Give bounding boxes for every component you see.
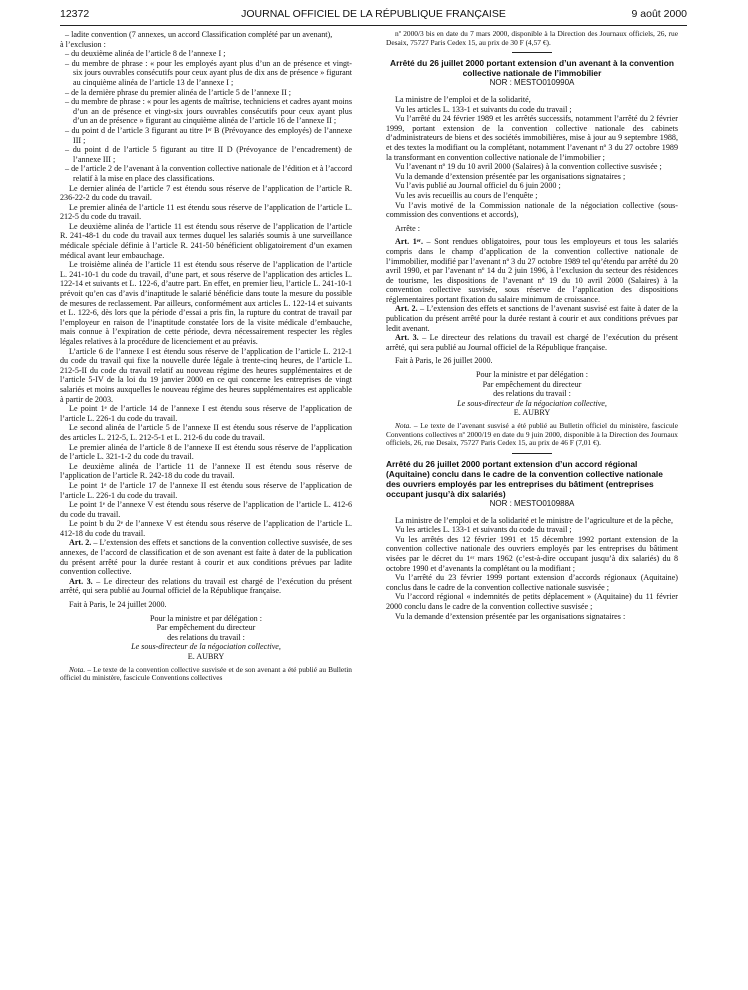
paragraph: Le second alinéa de l’article 5 de l’annexe II est étendu sous réserve de l’application des articles L. 212-5, L. 212-5-1 et L. 212-6 du code du travail. (60, 423, 352, 442)
right-column (386, 30, 678, 985)
journal-title: JOURNAL OFFICIEL DE LA RÉPUBLIQUE FRANÇAISE (241, 8, 506, 20)
article-paragraph (386, 237, 678, 304)
decree-title: Arrêté du 26 juillet 2000 portant extension d’un accord régional (Aquitaine) conclu dans le cadre de la convention collective nationale des ouvriers employés par les entreprises du bâtiment (entreprises occupant jusqu’à dix salariés) (386, 459, 663, 500)
paragraph: Vu la demande d’extension présentée par les organisations signataires ; (395, 171, 626, 181)
paragraph-text: – Le texte de la convention collective susvisée et de son avenant a été publié au Bulletin officiel du ministère, fascicule Conventions collectives (60, 664, 352, 683)
nor-reference: NOR : MESTO010990A (489, 78, 575, 88)
paragraph-text: – Le texte de l’avenant susvisé a été publié au Bulletin officiel du ministère, fascicule Conventions collectives nº 2000/19 en date du 9 juin 2000, disponible à la Direction des Journaux officiels, 26, rue Desaix, 75727 Paris Cedex 15, au prix de 46 F (7,01 €). (386, 421, 678, 448)
decree-title: Arrêté du 26 juillet 2000 portant extension d’un avenant à la convention collective nationale de l’immobilier (390, 58, 674, 79)
paragraph: Vu les avis recueillis au cours de l’enquête ; (395, 190, 538, 200)
paragraph: Vu les articles L. 133-1 et suivants du code du travail ; (395, 525, 572, 535)
nota-paragraph (386, 422, 678, 448)
list-item: – du membre de phrase : « pour les agents de maîtrise, techniciens et cadres ayant moins d’un an de présence et vingt-six jours ouvrables consécutifs pour ceux ayant plus d’un an de présence » figurant au cinquième alinéa de l’article 16 de l’annexe II ; (65, 97, 352, 126)
left-column (60, 30, 352, 985)
paragraph: à l’exclusion : (60, 39, 106, 49)
nor-reference: NOR : MESTO010988A (489, 499, 575, 509)
paragraph: Le point 1ᵉ de l’annexe V est étendu sous réserve de l’application de l’article L. 412-6 du code du travail. (60, 500, 352, 519)
article-paragraph (60, 538, 352, 576)
signature-line: Pour la ministre et par délégation : (476, 370, 588, 380)
header-rule (60, 25, 687, 26)
signature-line: des relations du travail : (493, 389, 571, 399)
signature-line: Pour la ministre et par délégation : (150, 613, 262, 623)
list-item: – de l’article 2 de l’avenant à la convention collective nationale de l’édition et à l’accord relatif à la mise en place des classifications. (65, 164, 352, 183)
paragraph: Le deuxième alinéa de l’article 11 de l’annexe II est étendu sous réserve de l’application de l’article R. 242-18 du code du travail. (60, 461, 352, 481)
paragraph: Le point 1ᵉ de l’article 14 de l’annexe I est étendu sous réserve de l’application de l’article L. 226-1 du code du travail. (60, 404, 352, 423)
paragraph: Vu l’avis motivé de la Commission nationale de la négociation collective (sous-commission des conventions et accords), (386, 200, 678, 220)
paragraph: Le dernier alinéa de l’article 7 est étendu sous réserve de l’application de l’article R. 236-22-2 du code du travail. (60, 183, 352, 203)
paragraph-text: – L’extension des effets et sanctions de l’avenant susvisé est faite à dater de la publication du présent arrêté pour la durée restant à courir et aux conditions prévues par ledit avenant. (386, 304, 678, 333)
article-label: Art. 3. (395, 333, 419, 343)
signature-line: des relations du travail : (167, 632, 245, 642)
paragraph: Vu l’accord régional « indemnités de petits déplacement » (Aquitaine) du 11 février 2000 conclu dans le cadre de la convention collective susvisée ; (386, 592, 678, 612)
paragraph: Fait à Paris, le 24 juillet 2000. (69, 600, 167, 610)
article-label: Art. 1ᵉʳ. (395, 237, 423, 247)
paragraph: Le troisième alinéa de l’article 11 est étendu sous réserve de l’application de l’article L. 241-10-1 du code du travail, d’une part, et sous réserve de l’application des articles L. 122-14 et suivants et L. 122-6, d’autre part. En effet, en premier lieu, l’article L. 241-10-1 prévoit qu’en cas d’avis d’inaptitude le salarié bénéficie dans toute la mesure du possible de mesures de reclassement. Par ailleurs, conformément aux articles L. 122-14 et suivants et L. 122-6, dès lors que la période d’essai a pris fin, la rupture du contrat de travail par l’employeur en raison de l’inaptitude constatée lors de la visite médicale d’embauche, mais connue à l’expiration de cette période, devra nécessairement respecter les règles légales relatives à la procédure de licenciement et au préavis. (60, 260, 352, 346)
paragraph-text: – Sont rendues obligatoires, pour tous les employeurs et tous les salariés compris dans le champ d’application de la convention collective nationale de l’immobilier, modifié par l’avenant nº 3 du 27 octobre 1989 tel qu’étendu par arrêté du 20 avril 1990, et par l’avenant nº 14 du 2 juin 1996, à l’exclusion du secteur des résidences de tourisme, les dispositions de l’avenant nº 19 du 10 avril 2000 (Salaires) à la convention collective susvisée, sous réserve de l’application des dispositions réglementaires portant fixation du salaire minimum de croissance. (386, 237, 678, 304)
list-item: – du deuxième alinéa de l’article 8 de l’annexe I ; (65, 49, 226, 59)
paragraph: Vu les arrêtés des 12 février 1991 et 15 décembre 1992 portant extension de la convention collective nationale des ouvriers employés par les entreprises du bâtiment visées par le décret du 1ᵉʳ mars 1962 (c’est-à-dire occupant jusqu’à dix salariés) du 8 octobre 1990 et d’avenants la complétant ou la modifiant ; (386, 534, 678, 573)
paragraph-text: – Le directeur des relations du travail est chargé de l’exécution du présent arrêté, qui sera publié au Journal officiel de la République française. (60, 576, 352, 596)
signature-line: E. AUBRY (513, 408, 551, 418)
paragraph: La ministre de l’emploi et de la solidarité, (395, 95, 531, 104)
signature-line: E. AUBRY (187, 652, 225, 661)
paragraph: Vu l’arrêté du 23 février 1999 portant extension d’accords régionaux (Aquitaine) conclus dans le cadre de la convention collective nationale susvisée ; (386, 573, 678, 592)
spacer (386, 509, 678, 516)
spacer (386, 88, 678, 95)
article-label: Art. 3. (69, 576, 93, 586)
paragraph: Le point b du 2ᵉ de l’annexe V est étendu sous réserve de l’application de l’article L. 412-18 du code du travail. (60, 519, 352, 538)
paragraph: Le premier alinéa de l’article 8 de l’annexe II est étendu sous réserve de l’application de l’article L. 321-1-2 du code du travail. (60, 442, 352, 462)
nota-paragraph (60, 666, 352, 683)
paragraph: Le premier alinéa de l’article 11 est étendu sous réserve de l’application de l’article L. 212-5 du code du travail. (60, 202, 352, 222)
paragraph: Vu la demande d’extension présentée par les organisations signataires : (395, 611, 626, 621)
signature-title: Le sous-directeur de la négociation collective, (457, 398, 607, 408)
article-paragraph (386, 304, 678, 333)
list-item: – du membre de phrase : « pour les employés ayant plus d’un an de présence et vingt-six jours ouvrables consécutifs pour ceux ayant plus de dix ans de présence » figurant au cinquième alinéa de l’article 13 de l’annexe I ; (65, 58, 352, 87)
signature-line: Par empêchement du directeur (482, 379, 582, 389)
paragraph: Vu les articles L. 133-1 et suivants du code du travail ; (395, 104, 572, 114)
nota-paragraph (386, 30, 678, 47)
paragraph: Le point 1ᵉ de l’article 17 de l’annexe II est étendu sous réserve de l’application de l’article L. 226-1 du code du travail. (60, 480, 352, 500)
article-paragraph (386, 333, 678, 352)
list-item: – du point d de l’article 3 figurant au titre Iᵉʳ B (Prévoyance des employés) de l’annexe III ; (65, 125, 352, 145)
nota-label: Nota. (69, 664, 86, 674)
list-item: – ladite convention (7 annexes, un accord Classification complété par un avenant), (65, 30, 333, 39)
paragraph: Vu l’avenant nº 19 du 10 avril 2000 (Salaires) à la convention collective susvisée ; (395, 162, 662, 172)
issue-date: 9 août 2000 (631, 8, 687, 20)
page-header (60, 8, 687, 24)
paragraph: Vu l’avis publié au Journal officiel du 6 juin 2000 ; (395, 181, 561, 191)
paragraph: Arrête : (395, 223, 420, 233)
article-label: Art. 2. (69, 538, 92, 548)
page-number: 12372 (60, 8, 90, 20)
section-separator (512, 453, 552, 454)
paragraph-text: nº 2000/3 bis en date du 7 mars 2000, disponible à la Direction des Journaux officiels, 26, rue Desaix, 75727 Paris Cedex 15, au prix de 30 F (4,57 €). (386, 30, 678, 47)
article-label: Art. 2. (395, 304, 418, 314)
paragraph: La ministre de l’emploi et de la solidarité et le ministre de l’agriculture et de la pêche, (395, 515, 674, 525)
paragraph-text: – L’extension des effets et sanctions de la convention collective susvisée, de ses annexes, de l’accord de classification et de son avenant est faite à dater de la publication du présent arrêté pour la durée restant à courir et aux conditions prévues par ladite convention collective. (60, 538, 352, 577)
paragraph: Vu l’arrêté du 24 février 1989 et les arrêtés successifs, notamment l’arrêté du 2 février 1999, portant extension de la convention collective nationale des cabinets d’administrateurs de biens et des sociétés immobilières, mise à jour au 9 septembre 1988, et des textes la modifiant ou la complétant, notamment l’avenant nº 3 du 27 octobre 1989 la transformant en convention collective nationale de l’immobilier ; (386, 114, 678, 162)
paragraph-text: – Le directeur des relations du travail est chargé de l’exécution du présent arrêté, qui sera publié au Journal officiel de la République française. (386, 333, 678, 352)
paragraph: L’article 6 de l’annexe I est étendu sous réserve de l’application de l’article L. 212-1 du code du travail qui fixe la nouvelle durée légale à trente-cinq heures, de l’article L. 212-5-II du code du travail relatif au nouveau régime des heures supplémentaires et de l’article 5-IV de la loi du 19 janvier 2000 en ce qui concerne les entreprises de vingt salariés et moins auxquelles le nouveau régime des heures supplémentaires est applicable à partir de 2003. (60, 346, 352, 404)
paragraph: Fait à Paris, le 26 juillet 2000. (395, 356, 493, 366)
section-separator (512, 52, 552, 53)
signature-title: Le sous-directeur de la négociation collective, (131, 642, 281, 652)
nota-label: Nota. (395, 421, 412, 430)
list-item: – de la dernière phrase du premier alinéa de l’article 5 de l’annexe II ; (65, 87, 292, 97)
article-paragraph (60, 577, 352, 596)
list-item: – du point d de l’article 5 figurant au titre II D (Prévoyance de l’encadrement) de l’annexe III ; (65, 145, 352, 164)
paragraph: Le deuxième alinéa de l’article 11 est étendu sous réserve de l’application de l’article R. 241-48-1 du code du travail aux termes duquel les salariés soumis à une surveillance médicale spéciale définie à l’article R. 241-50 bénéficient obligatoirement d’un examen médical avant leur embauchage. (60, 221, 352, 260)
signature-line: Par empêchement du directeur (156, 623, 256, 633)
